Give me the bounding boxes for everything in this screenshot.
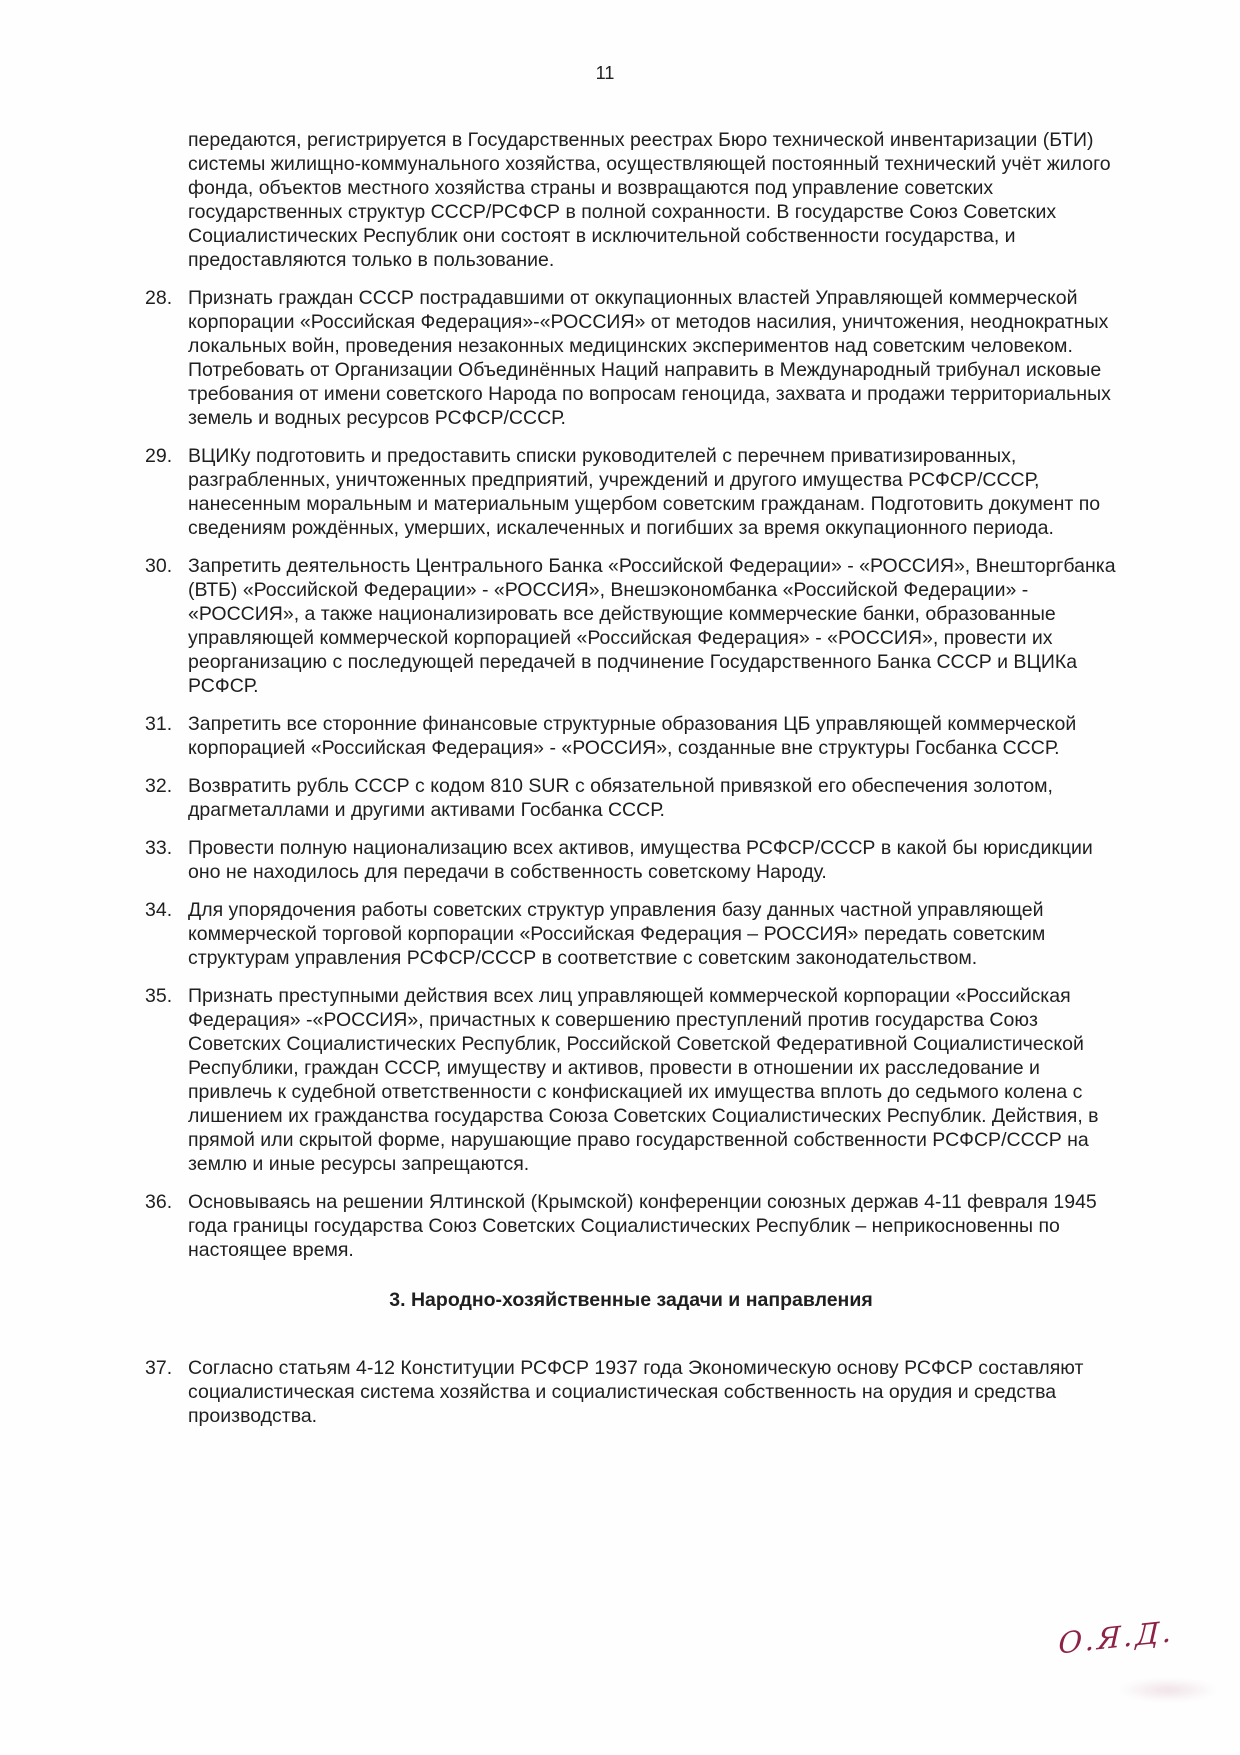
list-item-31 [145,712,1117,760]
item-number: 29. [145,445,173,467]
list-item-32 [145,774,1117,822]
section-heading: 3. Народно-хозяйственные задачи и направления [389,1289,873,1311]
item-text: Основываясь на решении Ялтинской (Крымской) конференции союзных держав 4-11 февраля 1945 года границы государства Союз Советских Социалистических Республик – неприкосновенны по настоящее время. [188,1191,1097,1261]
item-number: 31. [145,713,173,735]
page-number: 11 [595,63,615,83]
item-text: Возвратить рубль СССР с кодом 810 SUR с обязательной привязкой его обеспечения золотом, драгметаллами и другими активами Госбанка СССР. [188,775,1053,821]
item-number: 33. [145,837,173,859]
handwritten-signature: О.Я.Д. [1057,1614,1175,1661]
item-text: Согласно статьям 4-12 Конституции РСФСР 1937 года Экономическую основу РСФСР составляют социалистическая система хозяйства и социалистическая собственность на орудия и средства производства. [188,1357,1084,1427]
ink-smudge [1118,1678,1218,1702]
item-number: 37. [145,1357,173,1379]
list-item-29 [145,444,1117,540]
list-item-30 [145,554,1117,698]
list-item-36 [145,1190,1117,1262]
item-number: 36. [145,1191,173,1213]
item-number: 32. [145,775,173,797]
list-item-34 [145,898,1117,970]
item-text: Признать преступными действия всех лиц управляющей коммерческой корпорации «Российская Федерация» -«РОССИЯ», причастных к совершению преступлений против государства Союз Советских Социалистических Республик, Российской Советской Федеративной Социалистической Республики, граждан СССР, имуществу и активов, провести в отношении их расследование и привлечь к судебной ответственности с конфискацией их имущества вплоть до седьмого колена с лишением их гражданства государства Союза Советских Социалистических Республик. Действия, в прямой или скрытой форме, нарушающие право государственной собственности РСФСР/СССР на землю и иные ресурсы запрещаются. [188,985,1099,1175]
item-text: ВЦИКу подготовить и предоставить списки руководителей с перечнем приватизированных, разграбленных, уничтоженных предприятий, учреждений и другого имущества РСФСР/СССР, нанесенным моральным и материальным ущербом советским гражданам. Подготовить документ по сведениям рождённых, умерших, искалеченных и погибших за время оккупационного периода. [188,445,1101,539]
item-number: 35. [145,985,173,1007]
item-text: Запретить деятельность Центрального Банка «Российской Федерации» - «РОССИЯ», Внешторгбанка (ВТБ) «Российской Федерации» - «РОССИЯ», Внешэкономбанка «Российской Федерации» - «РОССИЯ», а также национализировать все действующие коммерческие банки, образованные управляющей коммерческой корпорацией «Российская Федерация» - «РОССИЯ», провести их реорганизацию с последующей передачей в подчинение Государственного Банка СССР и ВЦИКа РСФСР. [188,555,1116,697]
item-number: 28. [145,287,173,309]
item-number: 30. [145,555,173,577]
document-body [145,128,1117,1442]
list-item-33 [145,836,1117,884]
paragraph-continuation: передаются, регистрируется в Государственных реестрах Бюро технической инвентаризации (БТИ) системы жилищно-коммунального хозяйства, осуществляющей постоянный технический учёт жилого фонда, объектов местного хозяйства страны и возвращаются под управление советских государственных структур СССР/РСФСР в полной сохранности. В государстве Союз Советских Социалистических Республик они состоят в исключительной собственности государства, и предоставляются только в пользование. [188,129,1111,271]
item-text: Провести полную национализацию всех активов, имущества РСФСР/СССР в какой бы юрисдикции оно не находилось для передачи в собственность советскому Народу. [188,837,1093,883]
list-item-35 [145,984,1117,1176]
item-text: Запретить все сторонние финансовые структурные образования ЦБ управляющей коммерческой корпорацией «Российская Федерация» - «РОССИЯ», созданные вне структуры Госбанка СССР. [188,713,1077,759]
item-text: Для упорядочения работы советских структур управления базу данных частной управляющей коммерческой торговой корпорации «Российская Федерация – РОССИЯ» передать советским структурам управления РСФСР/СССР в соответствие с советским законодательством. [188,899,1046,969]
item-number: 34. [145,899,173,921]
item-text: Признать граждан СССР пострадавшими от оккупационных властей Управляющей коммерческой корпорации «Российская Федерация»-«РОССИЯ» от методов насилия, уничтожения, неоднократных локальных войн, проведения незаконных медицинских экспериментов над советским человеком. Потребовать от Организации Объединённых Наций направить в Международный трибунал исковые требования от имени советского Народа по вопросам геноцида, захвата и продажи территориальных земель и водных ресурсов РСФСР/СССР. [188,287,1111,429]
list-item-37 [145,1356,1117,1428]
list-item-28 [145,286,1117,430]
